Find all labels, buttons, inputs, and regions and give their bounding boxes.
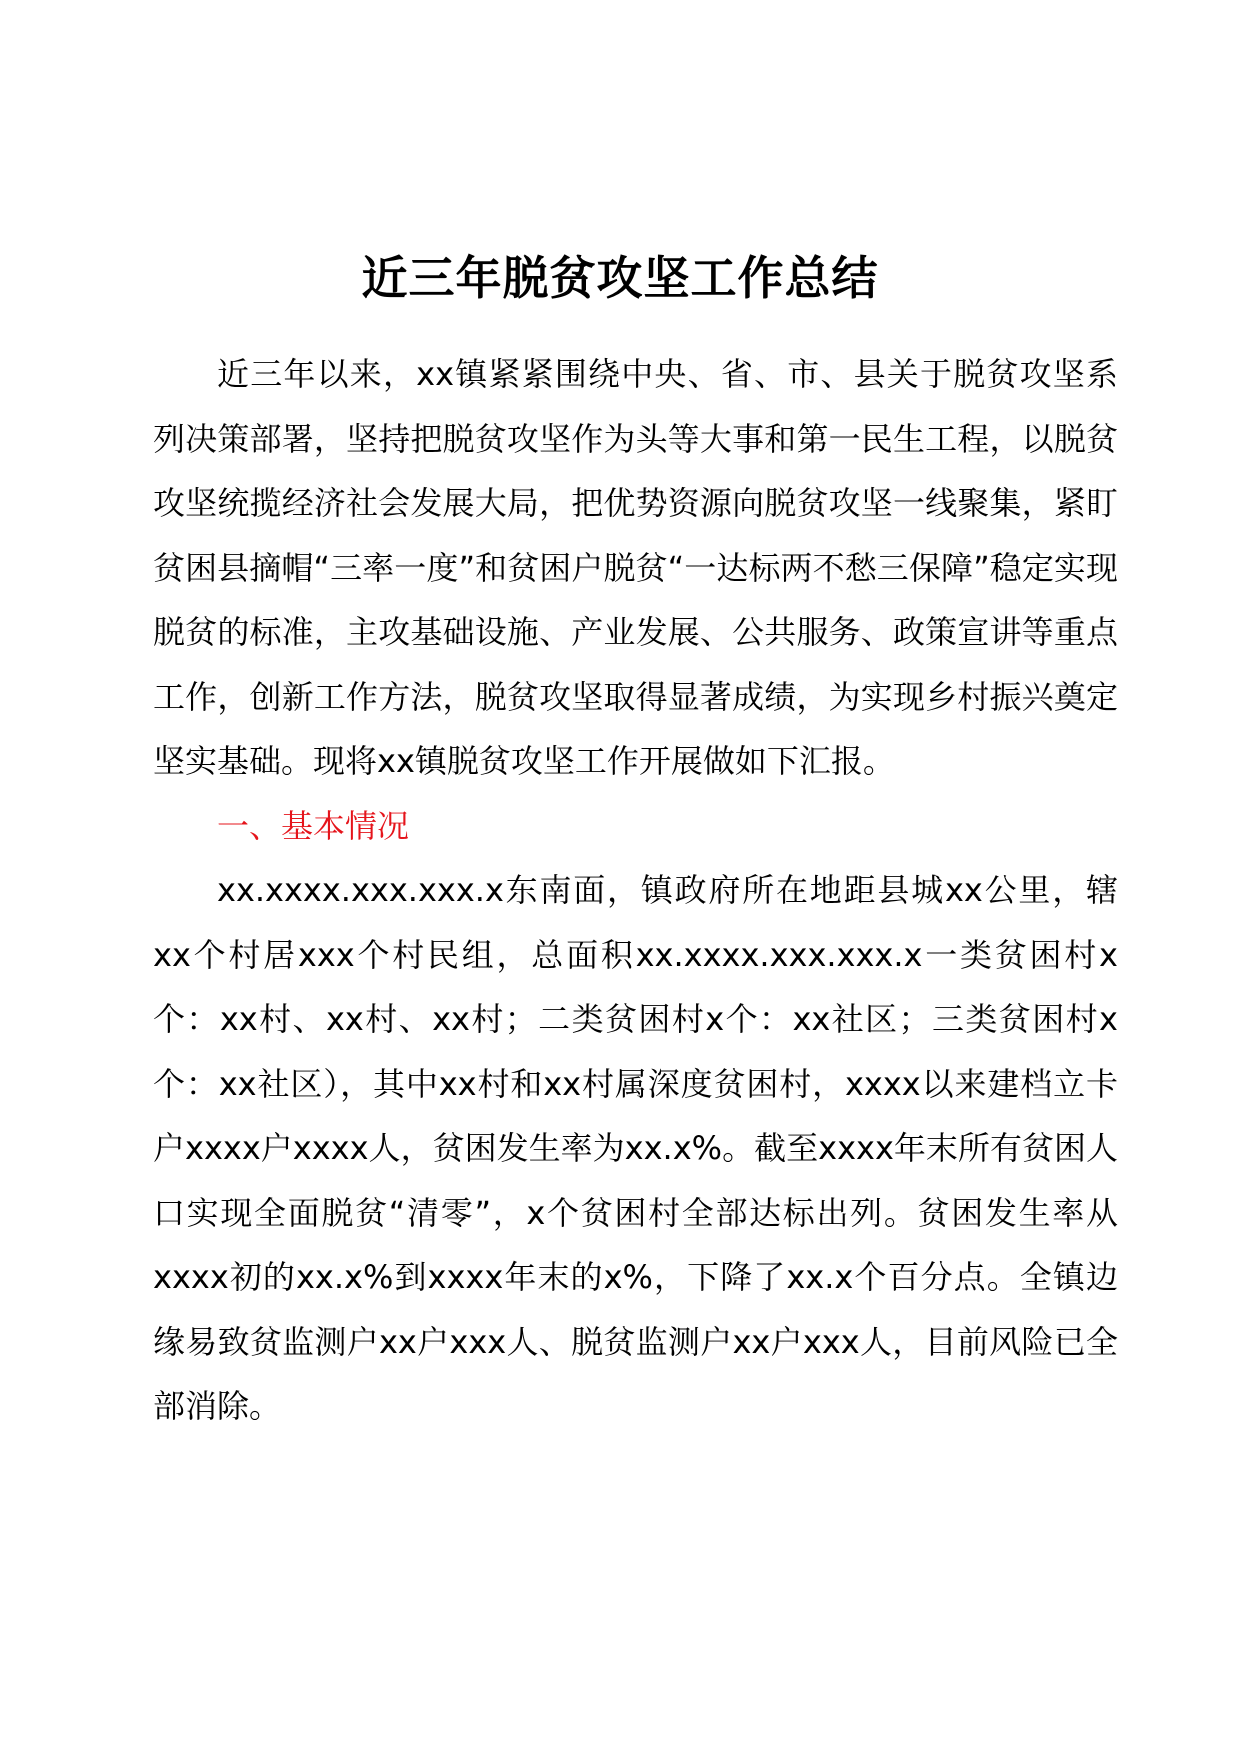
- section-heading-basic-situation: 一、基本情况: [217, 806, 410, 845]
- intro-paragraph: 近三年以来，xx镇紧紧围绕中央、省、市、县关于脱贫攻坚系列决策部署，坚持把脱贫攻坚作为头等大事和第一民生工程，以脱贫攻坚统揽经济社会发展大局，把优势资源向脱贫攻坚一线聚集，紧盯贫困县摘帽“三率一度”和贫困户脱贫“一达标两不愁三保障”稳定实现脱贫的标准，主攻基础设施、产业发展、公共服务、政策宣讲等重点工作，创新工作方法，脱贫攻坚取得显著成绩，为实现乡村振兴奠定坚实基础。现将xx镇脱贫攻坚工作开展做如下汇报。: [153, 355, 1118, 780]
- document-body: [153, 342, 1118, 1439]
- document-title: 近三年脱贫攻坚工作总结: [361, 251, 879, 305]
- basic-situation-paragraph: xx.xxxx.xxx.xxx.x东南面，镇政府所在地距县城xx公里，辖xx个村居xxx个村民组，总面积xx.xxxx.xxx.xxx.x一类贫困村x个：xx村、xx村、xx村；二类贫困村x个：xx社区；三类贫困村x个：xx社区），其中xx村和xx村属深度贫困村，xxxx以来建档立卡户xxxx户xxxx人，贫困发生率为xx.x%。截至xxxx年末所有贫困人口实现全面脱贫“清零”，x个贫困村全部达标出列。贫困发生率从xxxx初的xx.x%到xxxx年末的x%，下降了xx.x个百分点。全镇边缘易致贫监测户xx户xxx人、脱贫监测户xx户xxx人，目前风险已全部消除。: [153, 871, 1118, 1425]
